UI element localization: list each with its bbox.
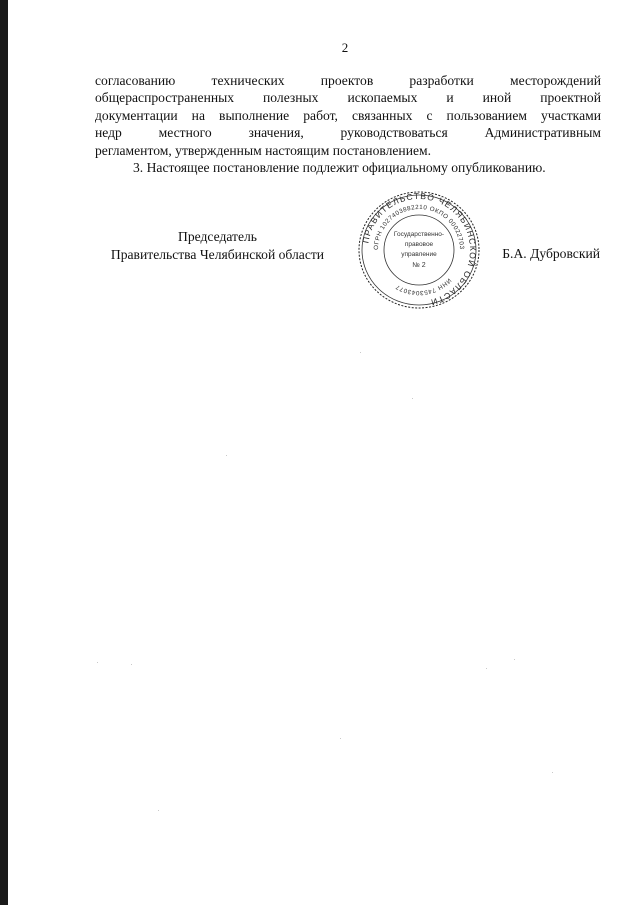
seal-inner-ring bbox=[384, 215, 454, 285]
scan-speck bbox=[226, 455, 227, 456]
paragraph-line: регламентом, утвержденным настоящим постановлением. bbox=[95, 142, 432, 158]
seal-outer-text: ПРАВИТЕЛЬСТВО ЧЕЛЯБИНСКОЙ ОБЛАСТИ bbox=[360, 190, 479, 308]
publication-clause: 3. Настоящее постановление подлежит официальному опубликованию. bbox=[133, 160, 546, 176]
seal-inner-line-3: управление bbox=[401, 251, 437, 258]
seal-ogrn-text: ОГРН 1027403882210 ОКПО 00022703 bbox=[372, 203, 466, 251]
scan-speck bbox=[360, 352, 361, 353]
paragraph-line: согласованию технических проектов разработки месторождений bbox=[95, 73, 601, 88]
scan-edge-shadow bbox=[0, 0, 8, 905]
scan-speck bbox=[552, 772, 553, 773]
signatory-title-line-2: Правительства Челябинской области bbox=[110, 246, 325, 262]
seal-inner-line-1: Государственно- bbox=[393, 231, 445, 238]
scan-speck bbox=[131, 664, 132, 665]
scan-speck bbox=[340, 738, 341, 739]
page-number: 2 bbox=[341, 40, 349, 55]
signatory-title-line-1: Председатель bbox=[178, 229, 257, 244]
scan-speck bbox=[412, 398, 413, 399]
paragraph-line: документации на выполнение работ, связанных с пользованием участками bbox=[95, 107, 601, 123]
scan-speck bbox=[158, 810, 159, 811]
signatory-name: Б.А. Дубровский bbox=[502, 246, 600, 261]
scan-speck bbox=[486, 668, 487, 669]
official-seal bbox=[352, 190, 486, 310]
scan-speck bbox=[97, 662, 98, 663]
signatory-title bbox=[95, 228, 340, 263]
scan-speck bbox=[514, 659, 515, 660]
seal-inn-text: ИНН 7453043077 bbox=[394, 276, 453, 297]
seal-graphic bbox=[352, 190, 486, 310]
document-body bbox=[95, 72, 601, 176]
paragraph-line: общераспространенных полезных ископаемых и иной проектной bbox=[95, 90, 601, 106]
seal-inner-line-2: правовое bbox=[404, 241, 434, 248]
paragraph-line: недр местного значения, руководствоваться Административным bbox=[95, 125, 601, 141]
seal-inner-line-4: № 2 bbox=[412, 262, 426, 269]
